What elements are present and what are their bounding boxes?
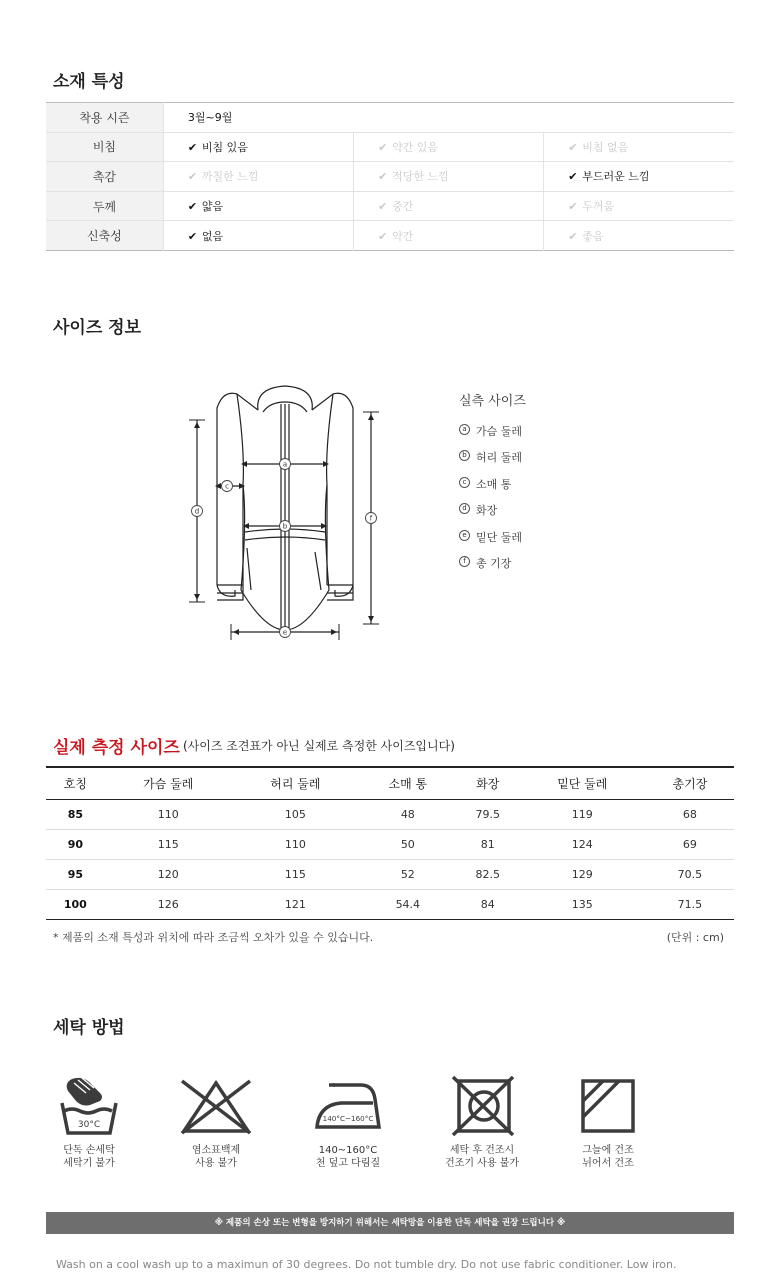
wash-caption-line: 뉘어서 건조 bbox=[582, 1158, 634, 1169]
size-value-cell: 126 bbox=[105, 889, 232, 919]
season-label: 착용 시즌 bbox=[46, 103, 163, 133]
size-value-cell: 115 bbox=[105, 829, 232, 859]
wash-item-no-bleach bbox=[161, 1075, 271, 1170]
hand-wash-icon bbox=[54, 1075, 124, 1137]
size-value-cell: 70.5 bbox=[646, 859, 734, 889]
legend-item bbox=[459, 502, 526, 528]
check-icon: ✔ bbox=[568, 170, 578, 184]
size-value-cell: 124 bbox=[519, 829, 646, 859]
tolerance-note: * 제품의 소재 특성과 위치에 따라 조금씩 오차가 있을 수 있습니다. bbox=[53, 931, 374, 944]
material-option bbox=[544, 132, 734, 162]
size-value-cell: 48 bbox=[400, 807, 415, 821]
check-icon: ✔ bbox=[378, 140, 388, 154]
size-value-cell: 120 bbox=[105, 859, 232, 889]
material-option-text: 적당한 느낌 bbox=[392, 170, 449, 184]
jacket-size-diagram bbox=[175, 380, 395, 650]
material-option bbox=[544, 221, 734, 251]
legend-text: 총 기장 bbox=[476, 556, 512, 570]
check-icon: ✔ bbox=[378, 229, 388, 243]
size-value-cell: 52 bbox=[359, 859, 457, 889]
no-bleach-icon bbox=[176, 1075, 256, 1137]
iron-icon bbox=[313, 1075, 383, 1137]
unit-note: (단위 : cm) bbox=[666, 931, 724, 944]
svg-text:30°C: 30°C bbox=[77, 1120, 101, 1130]
check-icon: ✔ bbox=[187, 140, 198, 154]
material-option-text: 중간 bbox=[392, 200, 414, 214]
no-tumble-dry-icon bbox=[447, 1075, 517, 1137]
material-option bbox=[163, 132, 353, 162]
material-table bbox=[46, 102, 734, 251]
material-row bbox=[46, 191, 734, 221]
size-value-cell: 50 bbox=[359, 829, 457, 859]
legend-mark: b bbox=[459, 450, 470, 461]
material-option bbox=[354, 221, 544, 251]
legend-text: 가슴 둘레 bbox=[476, 425, 523, 438]
legend-mark: c bbox=[459, 477, 470, 488]
shade-flat-dry-icon bbox=[573, 1075, 643, 1137]
legend-item bbox=[459, 449, 526, 475]
legend-text: 화장 bbox=[476, 504, 498, 518]
legend-item bbox=[459, 476, 526, 502]
size-value-cell: 69 bbox=[646, 829, 734, 859]
material-option bbox=[544, 162, 734, 192]
size-value-cell: 110 bbox=[232, 829, 359, 859]
legend-text: 소매 통 bbox=[476, 477, 512, 491]
material-row-label: 촉감 bbox=[46, 162, 163, 192]
size-table-header: 밑단 둘레 bbox=[519, 767, 646, 799]
size-table-header: 가슴 둘레 bbox=[105, 767, 232, 799]
size-table bbox=[46, 766, 734, 920]
legend-mark: f bbox=[459, 556, 470, 567]
material-option bbox=[354, 191, 544, 221]
washing-banner: ※ 제품의 손상 또는 변형을 방지하기 위해서는 세탁망을 이용한 단독 세탁을 권장 드립니다 ※ bbox=[46, 1212, 734, 1234]
legend-item bbox=[459, 423, 526, 449]
wash-item-no-tumble-dry bbox=[427, 1075, 537, 1170]
material-option-text: 까칠한 느낌 bbox=[201, 170, 259, 184]
size-table-header: 호칭 bbox=[46, 767, 105, 799]
size-value-cell: 105 bbox=[284, 807, 306, 821]
wash-caption-line: 그늘에 건조 bbox=[582, 1145, 634, 1156]
size-value-cell: 82.5 bbox=[457, 859, 519, 889]
svg-text:a: a bbox=[282, 460, 288, 469]
material-option bbox=[163, 221, 353, 251]
material-title: 소재 특성 bbox=[53, 72, 125, 92]
washing-title: 세탁 방법 bbox=[53, 1018, 125, 1038]
size-value-cell: 121 bbox=[232, 889, 359, 919]
material-row bbox=[46, 132, 734, 162]
size-label-cell: 90 bbox=[46, 829, 105, 859]
wash-caption-line: 천 덮고 다림질 bbox=[315, 1158, 381, 1169]
wash-caption-line: 사용 불가 bbox=[195, 1158, 237, 1169]
legend-mark: a bbox=[459, 424, 470, 435]
size-value-cell: 135 bbox=[519, 889, 646, 919]
size-legend bbox=[459, 390, 526, 581]
table-row bbox=[46, 829, 734, 859]
material-row bbox=[46, 162, 734, 192]
english-care-note: Wash on a cool wash up to a maximun of 30 degrees. Do not tumble dry. Do not use fabric conditioner. Low iron. bbox=[56, 1258, 677, 1271]
legend-text: 밑단 둘레 bbox=[476, 530, 523, 544]
wash-caption-line: 단독 손세탁 bbox=[63, 1145, 115, 1156]
table-row bbox=[46, 799, 734, 829]
material-option-text: 부드러운 느낌 bbox=[582, 170, 650, 184]
wash-item-hand-wash bbox=[34, 1075, 144, 1170]
table-row bbox=[46, 889, 734, 919]
size-value-cell: 115 bbox=[232, 859, 359, 889]
size-value-cell: 84 bbox=[457, 889, 519, 919]
svg-text:d: d bbox=[194, 507, 200, 516]
size-value-cell: 54.4 bbox=[359, 889, 457, 919]
check-icon: ✔ bbox=[568, 140, 578, 154]
size-table-header: 총기장 bbox=[646, 767, 734, 799]
size-value-cell: 129 bbox=[519, 859, 646, 889]
size-value-cell: 110 bbox=[157, 807, 179, 821]
svg-text:c: c bbox=[225, 482, 229, 491]
material-option-text: 비침 없음 bbox=[582, 140, 629, 154]
material-option bbox=[544, 191, 734, 221]
wash-caption-line: 140~160°C bbox=[318, 1145, 378, 1156]
material-option bbox=[354, 162, 544, 192]
material-option-text: 얇음 bbox=[201, 200, 224, 214]
size-value-cell: 68 bbox=[682, 807, 697, 821]
material-option-text: 없음 bbox=[201, 229, 224, 243]
table-row bbox=[46, 859, 734, 889]
material-option-text: 비침 있음 bbox=[201, 140, 248, 154]
legend-mark: d bbox=[459, 503, 470, 514]
measurement-title: 실제 측정 사이즈 bbox=[53, 738, 180, 758]
legend-item bbox=[459, 529, 526, 555]
check-icon: ✔ bbox=[187, 229, 198, 243]
material-option bbox=[163, 162, 353, 192]
material-option-text: 약간 bbox=[392, 229, 414, 243]
size-table-header: 소매 통 bbox=[359, 767, 457, 799]
size-table-header: 화장 bbox=[457, 767, 519, 799]
wash-caption-line: 건조기 사용 불가 bbox=[445, 1158, 519, 1169]
wash-caption-line: 세탁기 불가 bbox=[63, 1158, 115, 1169]
size-label-cell: 85 bbox=[67, 807, 84, 821]
legend-text: 허리 둘레 bbox=[476, 451, 523, 465]
check-icon: ✔ bbox=[568, 200, 578, 214]
legend-title: 실측 사이즈 bbox=[459, 394, 526, 409]
legend-mark: e bbox=[459, 530, 470, 541]
legend-item bbox=[459, 555, 526, 581]
material-option-text: 두꺼움 bbox=[582, 200, 615, 214]
wash-item-shade-flat-dry bbox=[553, 1075, 663, 1170]
check-icon: ✔ bbox=[187, 200, 198, 214]
svg-text:b: b bbox=[282, 522, 288, 531]
svg-text:140°C~160°C: 140°C~160°C bbox=[322, 1114, 374, 1123]
wash-caption-line: 염소표백제 bbox=[191, 1145, 241, 1156]
wash-item-iron bbox=[293, 1075, 403, 1170]
size-value-cell: 81 bbox=[457, 829, 519, 859]
check-icon: ✔ bbox=[568, 229, 578, 243]
material-option bbox=[163, 191, 353, 221]
material-row-label: 두께 bbox=[46, 191, 163, 221]
size-info-title: 사이즈 정보 bbox=[53, 318, 142, 338]
material-row-label: 신축성 bbox=[46, 221, 163, 251]
svg-text:f: f bbox=[369, 514, 373, 523]
size-label-cell: 95 bbox=[46, 859, 105, 889]
size-label-cell: 100 bbox=[46, 889, 105, 919]
size-table-header: 허리 둘레 bbox=[232, 767, 359, 799]
material-row bbox=[46, 221, 734, 251]
size-value-cell: 71.5 bbox=[646, 889, 734, 919]
material-row-label: 비침 bbox=[46, 132, 163, 162]
measurement-subtitle: (사이즈 조견표가 아닌 실제로 측정한 사이즈입니다) bbox=[183, 739, 455, 753]
size-value-cell: 79.5 bbox=[475, 807, 500, 821]
size-value-cell: 119 bbox=[571, 807, 593, 821]
wash-caption-line: 세탁 후 건조시 bbox=[449, 1145, 515, 1156]
check-icon: ✔ bbox=[378, 200, 388, 214]
check-icon: ✔ bbox=[378, 170, 388, 184]
season-value: 3월~9월 bbox=[163, 103, 734, 133]
season-row bbox=[46, 103, 734, 133]
material-option-text: 좋음 bbox=[582, 229, 604, 243]
svg-text:e: e bbox=[282, 628, 288, 637]
material-option-text: 약간 있음 bbox=[392, 140, 439, 154]
material-option bbox=[354, 132, 544, 162]
check-icon: ✔ bbox=[187, 170, 198, 184]
